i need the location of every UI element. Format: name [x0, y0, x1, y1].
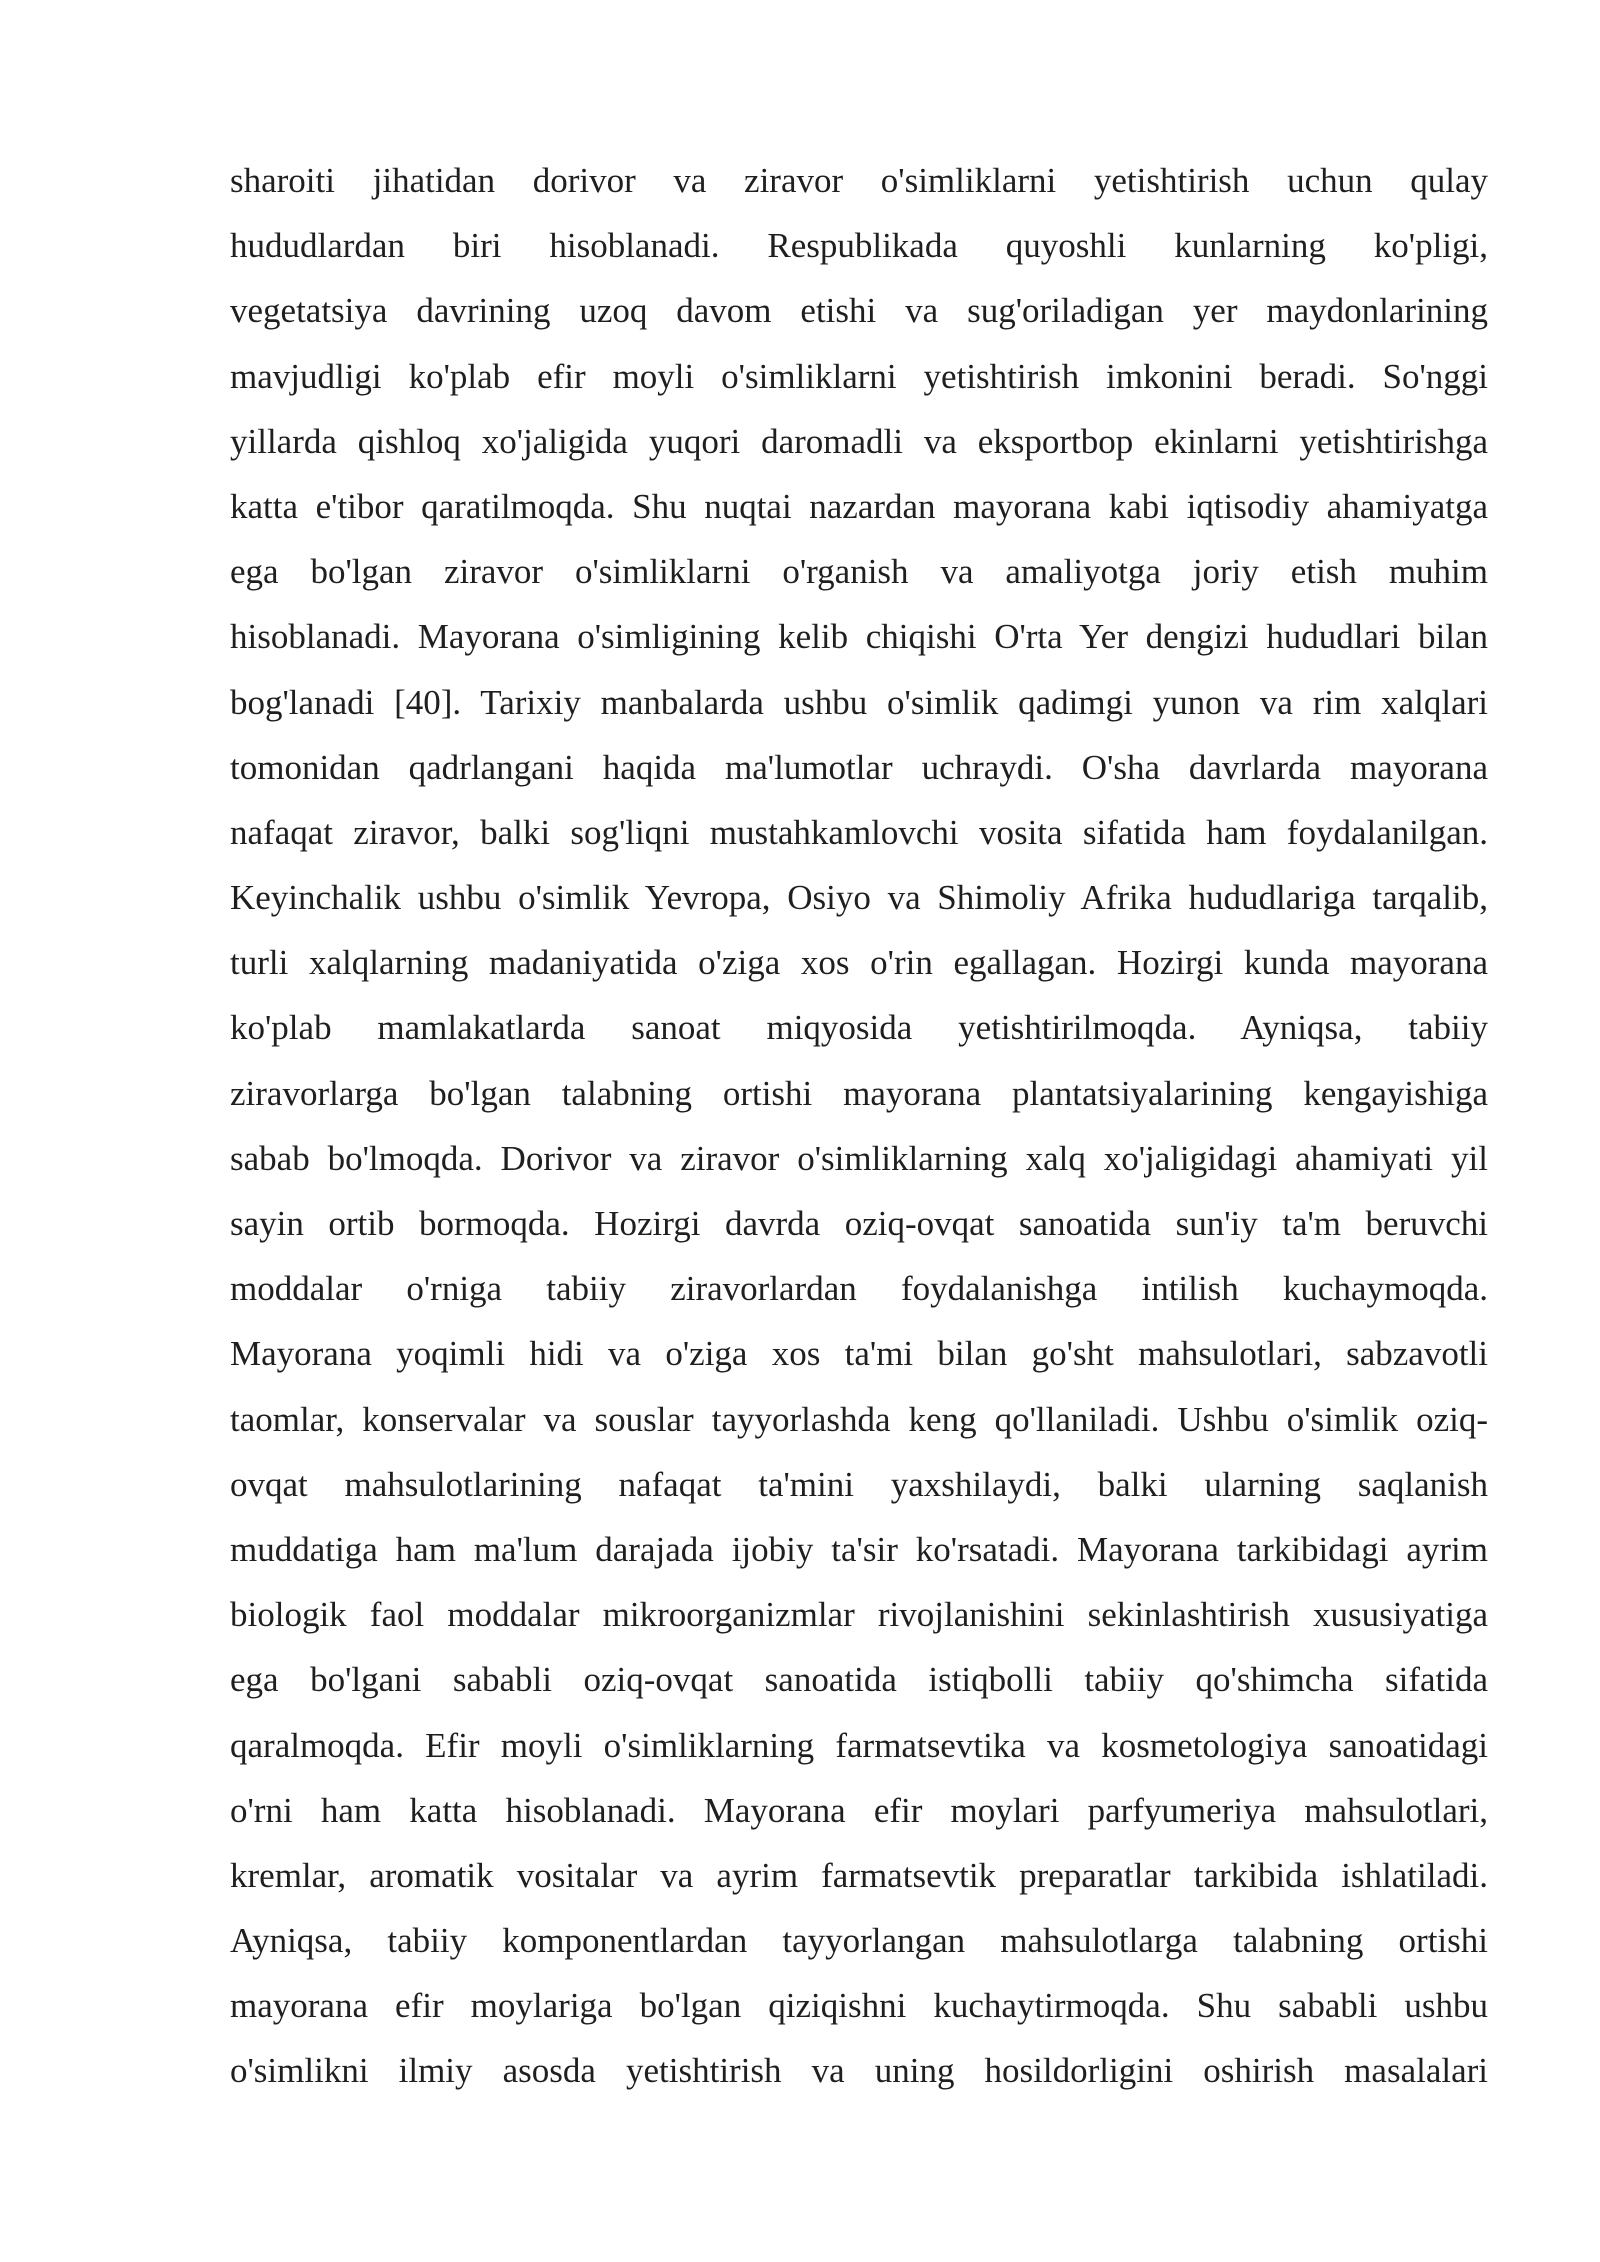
text-line: vegetatsiya davrining uzoq davom etishi va sug'oriladigan yer maydonlarining — [230, 291, 1488, 331]
text-line: moddalar o'rniga tabiiy ziravorlardan foydalanishga intilish kuchaymoqda. — [230, 1269, 1488, 1309]
text-line: Ayniqsa, tabiiy komponentlardan tayyorlangan mahsulotlarga talabning ortishi — [230, 1921, 1488, 1961]
text-line: biologik faol moddalar mikroorganizmlar rivojlanishini sekinlashtirish xususiyatiga — [230, 1595, 1488, 1635]
text-line: ega bo'lgan ziravor o'simliklarni o'rganish va amaliyotga joriy etish muhim — [230, 552, 1488, 592]
text-line: yillarda qishloq xo'jaligida yuqori daromadli va eksportbop ekinlarni yetishtirishga — [230, 421, 1488, 461]
text-line: ziravorlarga bo'lgan talabning ortishi mayorana plantatsiyalarining kengayishiga — [230, 1073, 1488, 1113]
text-line: taomlar, konservalar va souslar tayyorlashda keng qo'llaniladi. Ushbu o'simlik oziq- — [230, 1399, 1488, 1439]
body-paragraph — [230, 148, 1488, 2104]
text-line: sharoiti jihatidan dorivor va ziravor o'simliklarni yetishtirish uchun qulay — [230, 161, 1488, 200]
text-line: mavjudligi ko'plab efir moyli o'simliklarni yetishtirish imkonini beradi. So'nggi — [230, 356, 1488, 396]
text-line: qaralmoqda. Efir moyli o'simliklarning farmatsevtika va kosmetologiya sanoatidagi — [230, 1725, 1488, 1765]
text-line: sabab bo'lmoqda. Dorivor va ziravor o'simliklarning xalq xo'jaligidagi ahamiyati yil — [230, 1138, 1488, 1178]
text-line: ko'plab mamlakatlarda sanoat miqyosida yetishtirilmoqda. Ayniqsa, tabiiy — [230, 1008, 1488, 1048]
text-line: Keyinchalik ushbu o'simlik Yevropa, Osiyo va Shimoliy Afrika hududlariga tarqalib, — [230, 878, 1488, 918]
text-line: sayin ortib bormoqda. Hozirgi davrda oziq-ovqat sanoatida sun'iy ta'm beruvchi — [230, 1204, 1488, 1243]
text-line: ega bo'lgani sababli oziq-ovqat sanoatida istiqbolli tabiiy qo'shimcha sifatida — [230, 1660, 1488, 1700]
text-line: tomonidan qadrlangani haqida ma'lumotlar uchraydi. O'sha davrlarda mayorana — [230, 747, 1488, 787]
text-line: o'rni ham katta hisoblanadi. Mayorana efir moylari parfyumeriya mahsulotlari, — [230, 1790, 1488, 1830]
text-line: ovqat mahsulotlarining nafaqat ta'mini yaxshilaydi, balki ularning saqlanish — [230, 1464, 1488, 1504]
text-line: turli xalqlarning madaniyatida o'ziga xos o'rin egallagan. Hozirgi kunda mayorana — [230, 943, 1488, 983]
text-line: mayorana efir moylariga bo'lgan qiziqishni kuchaytirmoqda. Shu sababli ushbu — [230, 1986, 1488, 2026]
text-line: Mayorana yoqimli hidi va o'ziga xos ta'mi bilan go'sht mahsulotlari, sabzavotli — [230, 1334, 1488, 1374]
text-line: hududlardan biri hisoblanadi. Respublikada quyoshli kunlarning ko'pligi, — [230, 226, 1488, 266]
text-line: bog'lanadi [40]. Tarixiy manbalarda ushbu o'simlik qadimgi yunon va rim xalqlari — [230, 682, 1488, 722]
text-line: o'simlikni ilmiy asosda yetishtirish va uning hosildorligini oshirish masalalari — [230, 2051, 1488, 2091]
text-line: muddatiga ham ma'lum darajada ijobiy ta'sir ko'rsatadi. Mayorana tarkibidagi ayrim — [230, 1529, 1488, 1569]
text-line: hisoblanadi. Mayorana o'simligining kelib chiqishi O'rta Yer dengizi hududlari bilan — [230, 617, 1488, 657]
text-line: kremlar, aromatik vositalar va ayrim farmatsevtik preparatlar tarkibida ishlatiladi. — [230, 1855, 1488, 1895]
text-line: katta e'tibor qaratilmoqda. Shu nuqtai nazardan mayorana kabi iqtisodiy ahamiyatga — [230, 486, 1488, 526]
text-line: nafaqat ziravor, balki sog'liqni mustahkamlovchi vosita sifatida ham foydalanilgan. — [230, 812, 1488, 852]
